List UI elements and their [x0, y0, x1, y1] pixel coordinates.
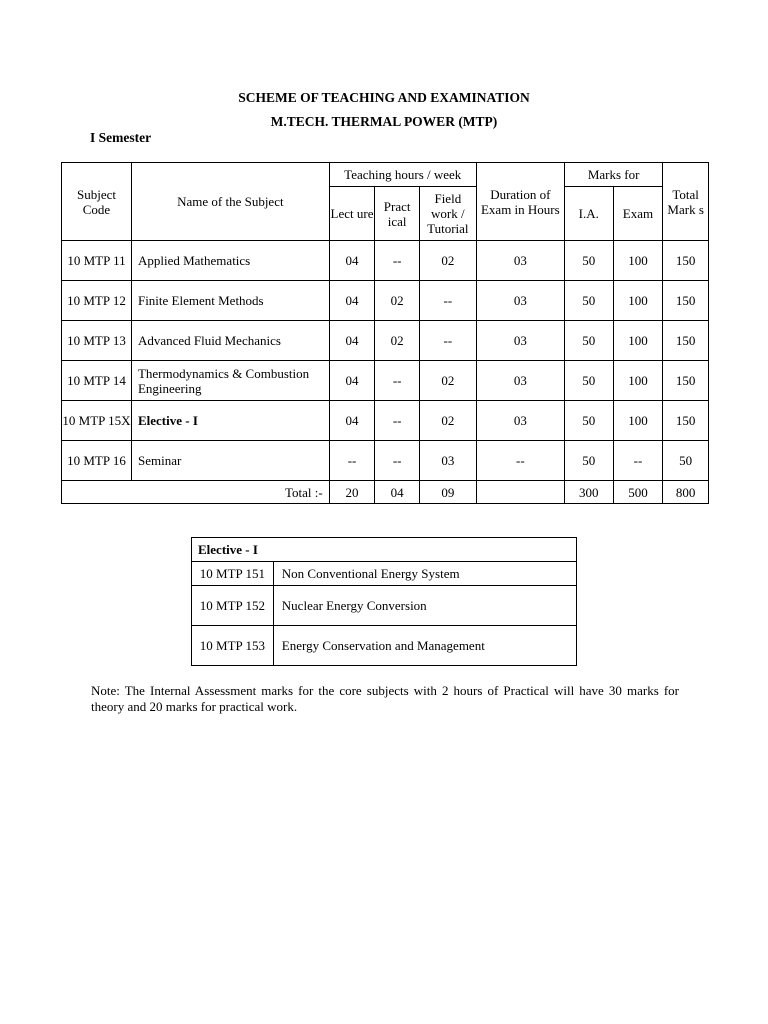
total-field-work: 09 — [419, 481, 476, 504]
lecture-hours: 04 — [329, 241, 375, 281]
lecture-hours: 04 — [329, 321, 375, 361]
ia-marks: 50 — [564, 361, 613, 401]
table-row — [62, 401, 709, 441]
table-row — [62, 241, 709, 281]
subject-name: Applied Mathematics — [131, 241, 329, 281]
subject-code: 10 MTP 11 — [62, 241, 132, 281]
exam-duration: 03 — [476, 321, 564, 361]
exam-duration: 03 — [476, 281, 564, 321]
total-practical: 04 — [375, 481, 420, 504]
exam-marks: -- — [613, 441, 663, 481]
document-subtitle: M.TECH. THERMAL POWER (MTP) — [270, 114, 498, 129]
table-row — [62, 361, 709, 401]
assessment-note: Note: The Internal Assessment marks for the core subjects with 2 hours of Practical will have 30 marks for theory and 20 marks for practical work. — [91, 683, 679, 714]
subject-name: Advanced Fluid Mechanics — [131, 321, 329, 361]
lecture-hours: 04 — [329, 361, 375, 401]
ia-marks: 50 — [564, 281, 613, 321]
ia-marks: 50 — [564, 321, 613, 361]
elective-row — [192, 562, 577, 586]
lecture-hours: -- — [329, 441, 375, 481]
table-row — [62, 441, 709, 481]
total-lecture: 20 — [329, 481, 375, 504]
exam-marks: 100 — [613, 321, 663, 361]
elective-table — [191, 537, 577, 666]
header-subject-name: Name of the Subject — [131, 163, 329, 241]
header-marks-for: Marks for — [564, 163, 662, 187]
practical-hours: 02 — [375, 321, 420, 361]
elective-name: Non Conventional Energy System — [273, 562, 576, 586]
exam-duration: 03 — [476, 401, 564, 441]
header-exam: Exam — [613, 187, 663, 241]
subject-name: Finite Element Methods — [131, 281, 329, 321]
elective-row — [192, 626, 577, 666]
subject-code: 10 MTP 16 — [62, 441, 132, 481]
header-teaching-hours: Teaching hours / week — [329, 163, 476, 187]
total-ia: 300 — [564, 481, 613, 504]
table-row — [62, 321, 709, 361]
total-duration — [476, 481, 564, 504]
header-subject-code: Subject Code — [62, 163, 132, 241]
exam-marks: 100 — [613, 281, 663, 321]
field-work-hours: -- — [419, 321, 476, 361]
subject-code: 10 MTP 13 — [62, 321, 132, 361]
practical-hours: -- — [375, 241, 420, 281]
header-practical: Pract ical — [375, 187, 420, 241]
elective-row — [192, 586, 577, 626]
exam-duration: 03 — [476, 241, 564, 281]
field-work-hours: -- — [419, 281, 476, 321]
total-marks: 150 — [663, 241, 709, 281]
elective-header-row — [192, 538, 577, 562]
header-lecture: Lect ure — [329, 187, 375, 241]
elective-code: 10 MTP 151 — [192, 562, 274, 586]
field-work-hours: 02 — [419, 361, 476, 401]
subject-name: Seminar — [131, 441, 329, 481]
elective-code: 10 MTP 153 — [192, 626, 274, 666]
total-marks: 150 — [663, 361, 709, 401]
exam-marks: 100 — [613, 241, 663, 281]
elective-heading: Elective - I — [192, 538, 577, 562]
scheme-table — [61, 162, 709, 504]
lecture-hours: 04 — [329, 401, 375, 441]
header-field-work: Field work / Tutorial — [419, 187, 476, 241]
grand-total: 800 — [663, 481, 709, 504]
semester-label: I Semester — [90, 130, 152, 145]
practical-hours: 02 — [375, 281, 420, 321]
exam-marks: 100 — [613, 401, 663, 441]
practical-hours: -- — [375, 401, 420, 441]
totals-row — [62, 481, 709, 504]
subject-code: 10 MTP 15X — [62, 401, 132, 441]
ia-marks: 50 — [564, 401, 613, 441]
total-exam: 500 — [613, 481, 663, 504]
field-work-hours: 02 — [419, 401, 476, 441]
elective-name: Energy Conservation and Management — [273, 626, 576, 666]
subject-name: Thermodynamics & Combustion Engineering — [131, 361, 329, 401]
total-marks: 150 — [663, 281, 709, 321]
header-total-marks: Total Mark s — [663, 163, 709, 241]
total-marks: 150 — [663, 401, 709, 441]
exam-duration: -- — [476, 441, 564, 481]
exam-duration: 03 — [476, 361, 564, 401]
header-row-1 — [62, 163, 709, 187]
header-ia: I.A. — [564, 187, 613, 241]
subject-code: 10 MTP 14 — [62, 361, 132, 401]
document-title: SCHEME OF TEACHING AND EXAMINATION — [238, 90, 530, 105]
lecture-hours: 04 — [329, 281, 375, 321]
elective-name: Nuclear Energy Conversion — [273, 586, 576, 626]
practical-hours: -- — [375, 441, 420, 481]
elective-code: 10 MTP 152 — [192, 586, 274, 626]
ia-marks: 50 — [564, 241, 613, 281]
practical-hours: -- — [375, 361, 420, 401]
ia-marks: 50 — [564, 441, 613, 481]
field-work-hours: 03 — [419, 441, 476, 481]
subject-name: Elective - I — [131, 401, 329, 441]
exam-marks: 100 — [613, 361, 663, 401]
table-row — [62, 281, 709, 321]
total-marks: 150 — [663, 321, 709, 361]
total-marks: 50 — [663, 441, 709, 481]
header-duration: Duration of Exam in Hours — [476, 163, 564, 241]
totals-label: Total :- — [62, 481, 330, 504]
subject-code: 10 MTP 12 — [62, 281, 132, 321]
field-work-hours: 02 — [419, 241, 476, 281]
